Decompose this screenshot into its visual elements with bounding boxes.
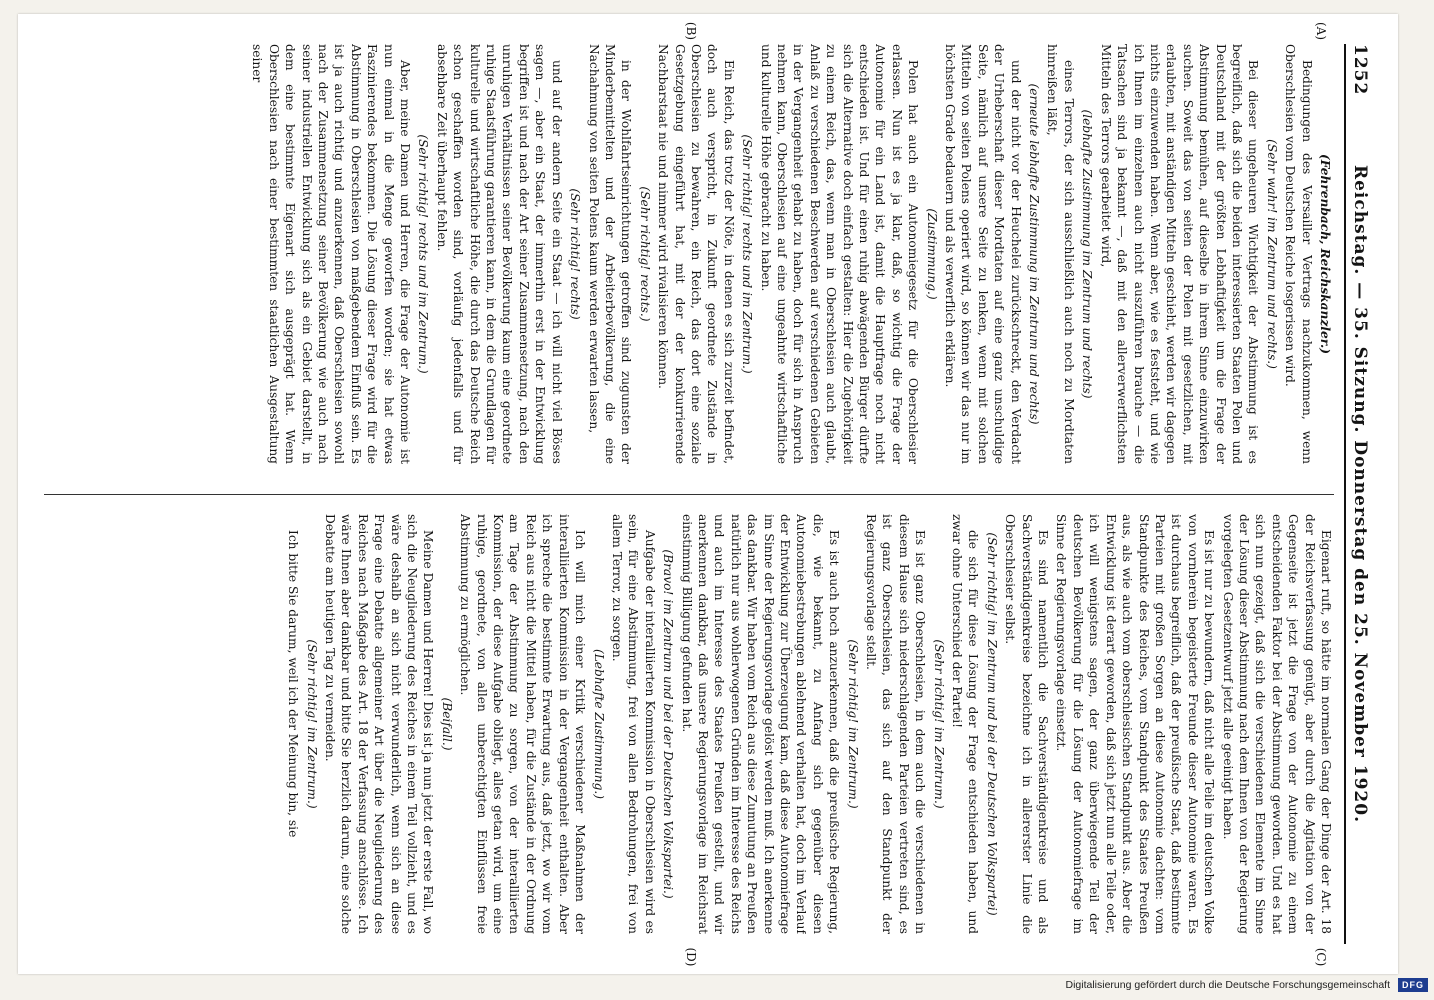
left-interjection: (lebhafte Zustimmung im Zentrum und rechts) [1080,109,1095,399]
margin-marker-a: (A) [1314,21,1328,41]
left-paragraph: in der Wohlfahrtseinrichtungen getroffen sind zugunsten der Minderbemittelten und der Arbeiterbevölkerung, die eine Nachahmung von seiten Polens kaum werden erwarten lassen, [586,44,634,464]
left-speaker: (Fehrenbach, Reichskanzler.) [1318,153,1332,355]
right-interjection: (Sehr richtig! im Zentrum.) [845,639,860,809]
left-paragraph: Bei dieser ungeheuren Wichtigkeit der Abstimmung ist es begreiflich, daß sich die beiden interessierten Staaten Polen und Deutschland mit der größten Lebhaftigkeit um die Frage der Abstimmung bemühen, auf dieselbe in ihrem Sinne einzuwirken suchen. Soweit das von seiten der Polen mit gesetzlichen, mit erlaubten, mit anständigen Mitteln geschieht, werden wir dagegen nichts einzuwenden haben. Wenn aber, wie es feststeht, und wie ich Ihnen im einzelnen auch nicht auszuführen brauche — die Tatsachen sind ja bekannt —, daß mit den allerverwerflichsten Mitteln des Terrors gearbeitet wird, [1098,44,1261,464]
column-divider [44,494,1334,495]
right-interjection: (Bravo! im Zentrum und bei der Deutschen Volkspartei.) [661,549,676,899]
right-interjection: (Beifall.) [439,697,454,751]
right-interjection: (Sehr richtig! im Zentrum.) [304,639,319,809]
left-paragraph: Polen hat auch ein Autonomiegesetz für die Oberschlesier erlassen. Nun ist es ja klar, daß, so wichtig die Frage der Autonomie für ein Land ist, damit die Hauptfrage noch nicht entschieden ist. Und für einen ruhig abwägenden Bürger dürfte sich die Alternative doch einfach gestalten: Hier die Zugehörigkeit zu einem Reich, das, wenn man in Oberschlesien auch glaubt, Anlaß zu verschiedenen Beschwerden auf verschiedenen Gebieten in der Vergangenheit gehabt zu haben, doch für sich in Anspruch nehmen kann, Oberschlesien auf eine ungeahnte wirtschaftliche und kulturelle Höhe gebracht zu haben. [758,44,921,464]
right-paragraph: Ich bitte Sie darum, weil ich der Meinung bin, sie [286,530,301,838]
left-paragraph: Ein Reich, das trotz der Nöte, in denen es sich zurzeit befindet, doch auch verspricht, in Zukunft geordnete Zustände in Oberschlesien zu bewahren, ein Reich, das dort eine soziale Gesetzgebung eingeführt hat, mit der der konkurrierende Nachbarstaat nie und nimmer wird rivalisieren können. [656,44,736,464]
left-interjection: (erneute lebhafte Zustimmung im Zentrum und rechts) [1027,83,1042,425]
margin-marker-d: (D) [684,947,698,967]
left-interjection: (Sehr wahr! im Zentrum und rechts.) [1264,139,1279,369]
left-paragraph: Aber, meine Damen und Herren, die Frage der Autonomie ist nun einmal in die Menge geworfen worden; sie hat etwas Faszinierendes bekommen. Die Lösung dieser Frage wird für die Abstimmung in Oberschlesien von maßgebendem Einfluß sein. Es ist ja auch richtig und anzuerkennen, daß Oberschlesien sowohl nach der Zusammensetzung seiner Bevölkerung wie auch nach seiner industriellen Entwicklung sich als ein Gebiet darstellt, in dem eine bestimmte Eigenart sich ausgeprägt hat. Wenn Oberschlesien nach einer bestimmten staatlichen Ausgestaltung seiner [250,44,413,464]
left-interjection: (Sehr richtig! rechts und im Zentrum.) [740,134,755,374]
right-column [44,514,1334,934]
left-interjection: (Sehr richtig! rechts.) [637,186,652,322]
document-page [18,14,1398,974]
right-interjection: (Lebhafte Zustimmung.) [591,648,606,800]
right-paragraph: Ich will mich einer Kritik verschiedener Maßnahmen der interalliierten Kommission in der Vergangenheit enthalten. Aber ich spreche die bestimmte Erwartung aus, daß jetzt, wo wir vom Reich aus nicht die Mittel haben, für die Zustände in der Ordnung am Tage der Abstimmung zu sorgen, von der interalliierten Kommission, der diese Aufgabe obliegt, alles getan wird, um eine ruhige, geordnete, von allen unberechtigten Einflüssen freie Abstimmung zu ermöglichen. [458,514,588,934]
right-paragraph: Eigenart ruft, so hätte im normalen Gang der Dinge der Art. 18 der Reichsverfassung genügt, aber durch die Agitation von der Gegenseite ist jetzt die Frage von der Autonomie zu einem entscheidenden Faktor bei der Abstimmung geworden. Und es hat sich nun gezeigt, daß sich die verschiedenen Elemente im Sinne der Lösung dieser Abstimmung nach dem Ihnen von der Regierung vorgelegten Gesetzentwurf jetzt alle geeinigt haben. [1220,514,1333,934]
left-interjection: (Sehr richtig! rechts und im Zentrum.) [416,134,431,374]
left-interjection: (Sehr richtig! rechts) [568,188,583,320]
right-paragraph: Es ist auch hoch anzuerkennen, daß die preußische Regierung, die, wie bekannt, zu Anfang sich gegenüber diesen Autonomiebestrebungen ablehnend verhalten hat, doch im Verlauf der Entwicklung zur Überzeugung kam, daß diese Autonomiefrage im Sinne der Regierungsvorlage gelöst werden muß. Ich anerkenne das dankbar. Wir haben vom Reich aus diese Zumutung an Preußen natürlich nur aus wohlerwogenen Gründen im Interesse des Reichs und auch im Interesse des Staates Preußen gestellt, und wir anerkennen dankbar, daß unsere Regierungsvorlage im Reichsrat einstimmig Billigung gefunden hat. [679,514,842,934]
page-number: 1252 [1350,44,1370,96]
right-paragraph: Es ist nur zu bewundern, daß nicht alle Teile im deutschen Volke von vornherein begeisterte Freunde dieser Autonomie waren. Es ist durchaus begreiflich, daß der preußische Staat, daß bestimmte Parteien mit großen Sorgen an diese Autonomie dachten: vom Standpunkte des Reiches, vom Standpunkt des Staates Preußen aus, als wie auch vom oberschlesischen Standpunkt aus. Aber die Entwicklung ist derart geworden, daß sich jetzt nun alle Teile oder, ich will wenigstens sagen, der ganz überwiegende Teil der deutschen Bevölkerung für die Lösung der Autonomiefrage im Sinne der Regierungsvorlage einsetzt. [1054,514,1217,934]
page-title: Reichstag. — 35. Sitzung. Donnerstag den 25. November 1920. [1350,164,1370,824]
dfg-logo: DFG [1398,978,1428,992]
left-paragraph: eines Terrors, der sich ausschließlich auch noch zu Mordtaten hinreißen läßt, [1045,44,1076,464]
left-paragraph: und auf der andern Seite ein Staat — ich will nicht viel Böses sagen —, aber ein Staat, der immerhin erst in der Entwicklung begriffen ist und nach der Art seiner Zusammensetzung, nach den unruhigen Verhältnissen seiner Bevölkerung kaum eine geordnete ruhige Staatsführung garantieren kann, in dem die Grundlagen für kulturelle und wirtschaftliche Höhe, die durch das Deutsche Reich schon geschaffen worden sind, vorläufig jedenfalls und für absehbare Zeit überhaupt fehlen. [434,44,564,464]
right-interjection: (Sehr richtig! im Zentrum und bei der Deutschen Volkspartei) [984,532,999,916]
right-interjection: (Sehr richtig! im Zentrum.) [931,639,946,809]
left-paragraph: und der nicht vor der Heuchelei zurückschreckt, den Verdacht der Urheberschaft dieser Mordtaten auf eine ganz unschuldige Seite, nämlich auf unsere Seite zu lenken, wenn mit solchen Mitteln von seiten Polens operiert wird, so können wir das nur im höchsten Grade bedauern und als verwerflich erklären. [943,44,1023,464]
left-interjection: (Zustimmung.) [924,208,939,300]
right-paragraph: Aufgabe der interalliierten Kommission in Oberschlesien wird es sein, für eine Abstimmung, frei von allen Bedrohungen, frei von allem Terror, zu sorgen. [609,514,657,934]
left-paragraph: Bedingungen des Versailler Vertrags nachzukommen, wenn Oberschlesien vom Deutschen Reiche losgerissen wird. [1283,44,1314,464]
left-column [44,44,1334,464]
page-header [1344,44,1380,944]
right-paragraph: Es sind namentlich die Sachverständigenkreise und als Sachverständigenkreise bezeichne ich in allererster Linie die Oberschlesier selbst. [1003,514,1051,934]
footer [20,974,1434,996]
margin-marker-c: (C) [1314,947,1328,967]
funding-credit: Digitalisierung gefördert durch die Deutsche Forschungsgemeinschaft [1065,979,1390,991]
margin-marker-b: (B) [684,21,698,41]
right-paragraph: Meine Damen und Herren! Dies ist ja nun jetzt der erste Fall, wo sich die Neugliederung des Reiches in einem Teil vollzieht, und es wäre deshalb an sich nicht verwunderlich, wenn sich an diese Frage eine Debatte allgemeiner Art über die Neugliederung des Reiches nach Maßgabe des Art. 18 der Verfassung anschlösse. Ich wäre Ihnen aber dankbar und bitte Sie herzlich darum, eine solche Debatte am heutigen Tag zu vermeiden. [323,514,436,934]
right-paragraph: die sich für diese Lösung der Frage entschieden haben, und zwar ohne Unterschied der Partei! [950,514,981,934]
right-paragraph: Es ist ganz Oberschlesien, in dem auch die verschiedenen in diesem Hause sich niederschlagenden Parteien vertreten sind, es ist ganz Oberschlesien, das sich auf den Standpunkt der Regierungsvorlage stellt. [864,514,928,934]
